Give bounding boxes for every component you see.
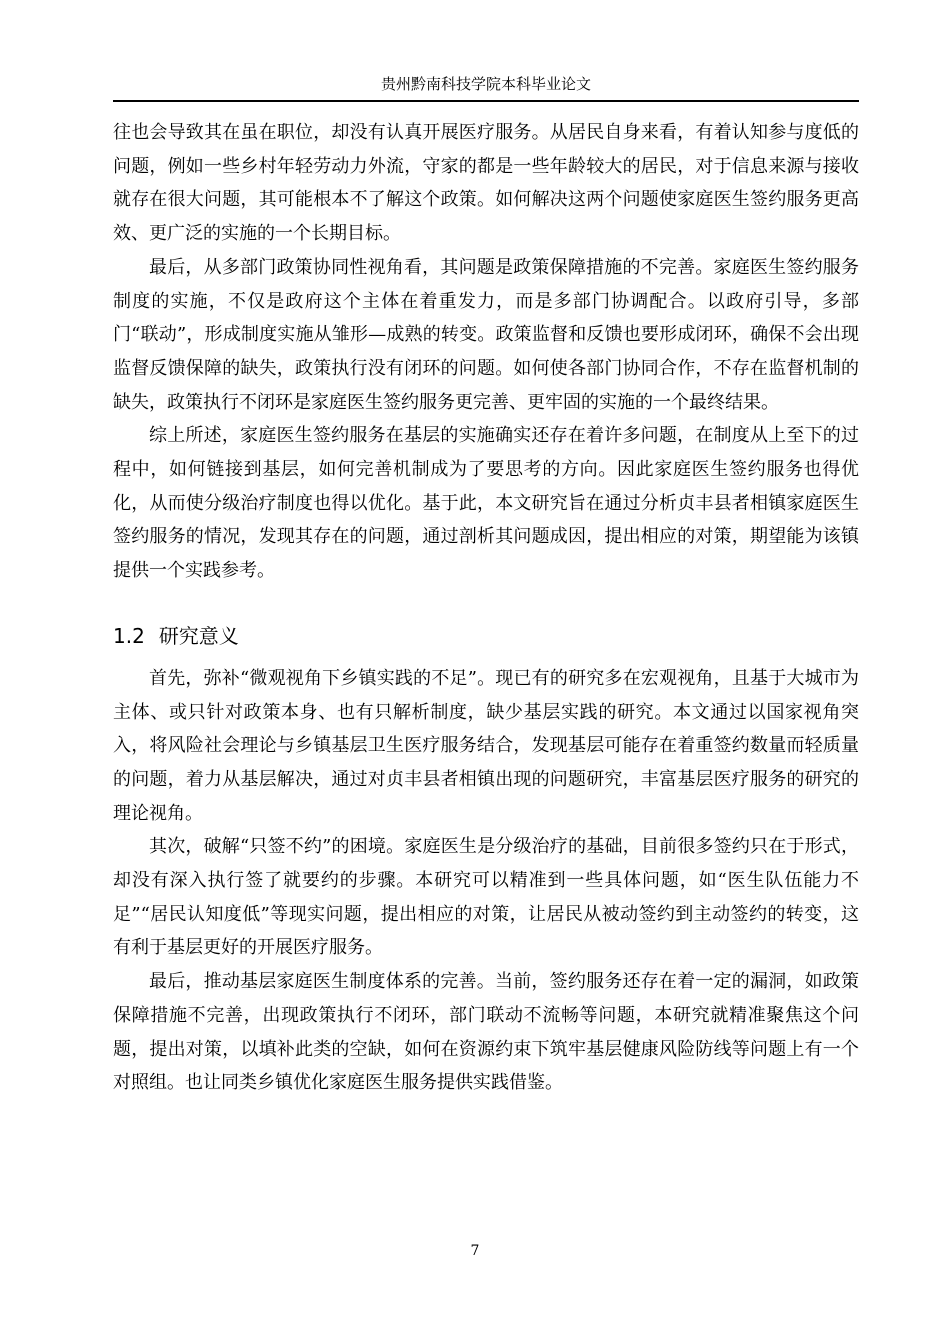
section-number: 1.2 [113, 623, 145, 648]
page-header: 贵州黔南科技学院本科毕业论文 [380, 75, 591, 93]
header-rule [113, 100, 859, 102]
paragraph-significance-last: 最后，推动基层家庭医生制度体系的完善。当前，签约服务还存在着一定的漏洞，如政策保障措施不完善，出现政策执行不闭环，部门联动不流畅等问题，本研究就精准聚焦这个问题，提出对策，以填补此类的空缺，如何在资源约束下筑牢基层健康风险防线等问题上有一个对照组。也让同类乡镇优化家庭医生服务提供实践借鉴。 [113, 971, 859, 1094]
page-number: 7 [470, 1243, 480, 1259]
paragraph-significance-second: 其次，破解“只签不约”的困境。家庭医生是分级治疗的基础，目前很多签约只在于形式，却没有深入执行签了就要约的步骤。本研究可以精准到一些具体问题，如“医生队伍能力不足”“居民认知度低”等现实问题，提出相应的对策，让居民从被动签约到主动签约的转变，这有利于基层更好的开展医疗服务。 [113, 836, 859, 959]
paragraph-continued: 往也会导致其在虽在职位，却没有认真开展医疗服务。从居民自身来看，有着认知参与度低的问题，例如一些乡村年轻劳动力外流，守家的都是一些年龄较大的居民，对于信息来源与接收就存在很大问题，其可能根本不了解这个政策。如何解决这两个问题使家庭医生签约服务更高效、更广泛的实施的一个长期目标。 [113, 122, 859, 245]
paragraph-policy-coordination: 最后，从多部门政策协同性视角看，其问题是政策保障措施的不完善。家庭医生签约服务制度的实施，不仅是政府这个主体在着重发力，而是多部门协调配合。以政府引导，多部门“联动”，形成制度实施从雏形—成熟的转变。政策监督和反馈也要形成闭环，确保不会出现监督反馈保障的缺失，政策执行没有闭环的问题。如何使各部门协同合作，不存在监督机制的缺失，政策执行不闭环是家庭医生签约服务更完善、更牢固的实施的一个最终结果。 [113, 256, 859, 413]
section-heading [113, 618, 859, 654]
section-title: 研究意义 [158, 623, 239, 648]
paragraph-summary: 综上所述，家庭医生签约服务在基层的实施确实还存在着许多问题，在制度从上至下的过程中，如何链接到基层，如何完善机制成为了要思考的方向。因此家庭医生签约服务也得优化，从而使分级治疗制度也得以优化。基于此，本文研究旨在通过分析贞丰县者相镇家庭医生签约服务的情况，发现其存在的问题，通过剖析其问题成因，提出相应的对策，期望能为该镇提供一个实践参考。 [113, 425, 859, 582]
paragraph-significance-first: 首先，弥补“微观视角下乡镇实践的不足”。现已有的研究多在宏观视角，且基于大城市为主体、或只针对政策本身、也有只解析制度，缺少基层实践的研究。本文通过以国家视角突入，将风险社会理论与乡镇基层卫生医疗服务结合，发现基层可能存在着重签约数量而轻质量的问题，着力从基层解决，通过对贞丰县者相镇出现的问题研究，丰富基层医疗服务的研究的理论视角。 [113, 667, 859, 824]
document-body [113, 116, 859, 1100]
